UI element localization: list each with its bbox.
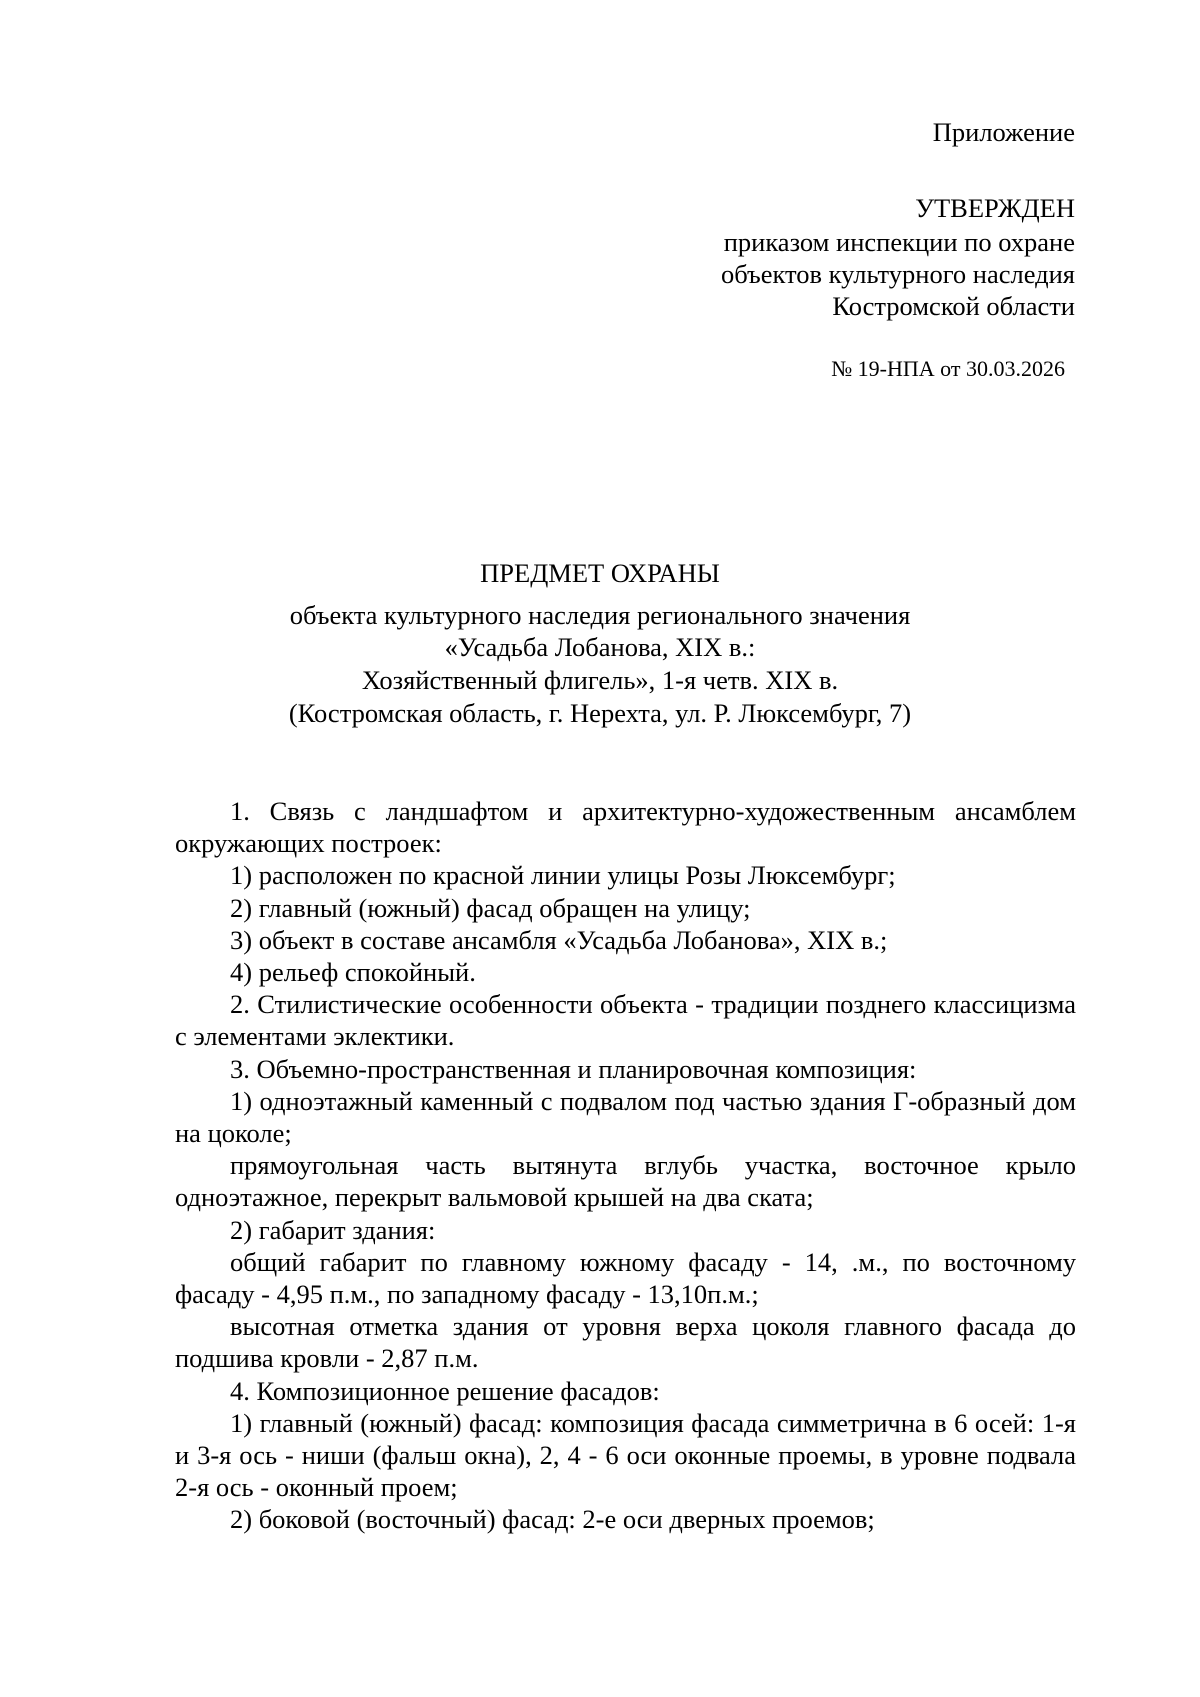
body-paragraph: 1) главный (южный) фасад: композиция фасада симметрична в 6 осей: 1-я и 3-я ось - ниши (фальш окна), 2, 4 - 6 оси оконные проемы, в уровне подвала 2-я ось - оконный проем; bbox=[175, 1407, 1076, 1503]
document-body bbox=[175, 795, 1076, 1536]
body-paragraph: 2) габарит здания: bbox=[230, 1214, 436, 1245]
approved-label: УТВЕРЖДЕН bbox=[915, 193, 1075, 223]
body-paragraph: 3) объект в составе ансамбля «Усадьба Лобанова», XIX в.; bbox=[230, 924, 888, 955]
document-title: ПРЕДМЕТ ОХРАНЫ bbox=[480, 558, 720, 588]
body-paragraph: 2) главный (южный) фасад обращен на улицу; bbox=[230, 892, 751, 923]
document-subtitle-line: Хозяйственный флигель», 1-я четв. XIX в. bbox=[361, 665, 839, 695]
order-number: № 19-НПА от 30.03.2026 bbox=[831, 356, 1065, 381]
body-paragraph: 2) боковой (восточный) фасад: 2-е оси дверных проемов; bbox=[230, 1504, 875, 1535]
body-paragraph: 3. Объемно-пространственная и планировочная композиция: bbox=[230, 1053, 917, 1084]
body-paragraph: прямоугольная часть вытянута вглубь участка, восточное крыло одноэтажное, перекрыт вальмовой крышей на два ската; bbox=[175, 1150, 1076, 1213]
body-paragraph: 2. Стилистические особенности объекта - традиции позднего классицизма с элементами эклектики. bbox=[175, 989, 1076, 1052]
appendix-label: Приложение bbox=[932, 117, 1075, 147]
body-paragraph: 1) одноэтажный каменный с подвалом под частью здания Г-образный дом на цоколе; bbox=[175, 1085, 1076, 1149]
document-subtitle-line: «Усадьба Лобанова, XIX в.: bbox=[444, 632, 756, 662]
body-paragraph: высотная отметка здания от уровня верха цоколя главного фасада до подшива кровли - 2,87 п.м. bbox=[175, 1311, 1076, 1374]
document-subtitle-line: объекта культурного наследия регионального значения bbox=[289, 600, 911, 630]
approved-by-line: Костромской области bbox=[832, 291, 1075, 321]
approved-by-line: объектов культурного наследия bbox=[720, 259, 1075, 289]
body-paragraph: 1) расположен по красной линии улицы Розы Люксембург; bbox=[230, 860, 896, 891]
body-paragraph: 1. Связь с ландшафтом и архитектурно-художественным ансамблем окружающих построек: bbox=[175, 796, 1076, 859]
approved-by-line: приказом инспекции по охране bbox=[723, 227, 1075, 257]
body-paragraph: 4) рельеф спокойный. bbox=[230, 957, 476, 988]
body-paragraph: общий габарит по главному южному фасаду - 14, .м., по восточному фасаду - 4,95 п.м., по западному фасаду - 13,10п.м.; bbox=[175, 1246, 1076, 1310]
document-subtitle-line: (Костромская область, г. Нерехта, ул. Р. Люксембург, 7) bbox=[288, 698, 912, 728]
body-paragraph: 4. Композиционное решение фасадов: bbox=[230, 1375, 660, 1406]
